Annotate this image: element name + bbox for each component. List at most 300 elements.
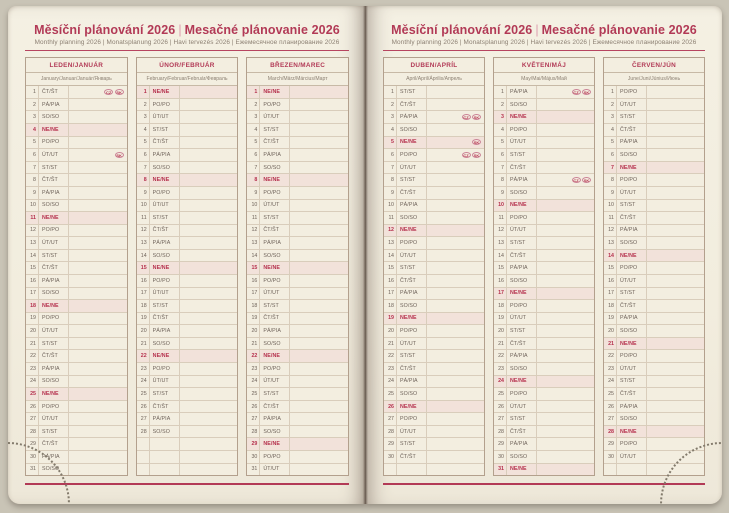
day-name: ČT/ŠT	[39, 438, 69, 450]
day-number: 14	[247, 250, 260, 262]
day-row	[137, 464, 238, 476]
day-name: PO/PO	[39, 313, 69, 325]
day-row	[26, 200, 127, 213]
day-name: ST/ST	[617, 200, 647, 212]
day-row	[137, 149, 238, 162]
day-number: 19	[604, 313, 617, 325]
day-name: ÚT/UT	[617, 99, 647, 111]
day-name: ČT/ŠT	[150, 313, 180, 325]
day-note-cell	[647, 388, 704, 400]
day-number: 28	[26, 426, 39, 438]
day-note-cell	[427, 350, 484, 362]
day-note-cell	[647, 174, 704, 186]
day-number: 4	[604, 124, 617, 136]
day-number: 14	[494, 250, 507, 262]
day-name: NE/NE	[39, 300, 69, 312]
day-row	[604, 363, 704, 376]
day-name: ÚT/UT	[39, 149, 69, 161]
day-row	[247, 124, 348, 137]
day-note-cell	[647, 137, 704, 149]
day-name: ČT/ŠT	[397, 99, 427, 111]
day-number: 30	[247, 451, 260, 463]
day-row	[494, 426, 594, 439]
day-row	[384, 237, 484, 250]
day-row	[26, 111, 127, 124]
day-name: ST/ST	[397, 86, 427, 98]
day-number: 26	[384, 401, 397, 413]
day-name: PÁ/PIA	[39, 363, 69, 375]
day-number: 30	[604, 451, 617, 463]
day-row	[494, 99, 594, 112]
day-note-cell	[537, 237, 594, 249]
day-name: PO/PO	[150, 99, 180, 111]
day-name: ČT/ŠT	[507, 250, 537, 262]
day-name: PO/PO	[507, 388, 537, 400]
day-row	[384, 325, 484, 338]
day-number: 14	[384, 250, 397, 262]
day-note-cell	[427, 438, 484, 450]
day-number: 15	[604, 262, 617, 274]
day-number: 16	[494, 275, 507, 287]
day-number: 25	[137, 388, 150, 400]
day-number: 26	[494, 401, 507, 413]
day-row	[247, 212, 348, 225]
day-number: 14	[26, 250, 39, 262]
day-number: 20	[604, 325, 617, 337]
day-row	[137, 388, 238, 401]
day-name: ČT/ŠT	[39, 174, 69, 186]
day-name: ÚT/UT	[260, 288, 290, 300]
day-name: ÚT/UT	[150, 111, 180, 123]
day-number: 1	[26, 86, 39, 98]
day-note-cell	[427, 137, 484, 149]
day-name: NE/NE	[507, 288, 537, 300]
day-name: PÁ/PIA	[260, 325, 290, 337]
day-number: 23	[384, 363, 397, 375]
day-number: 2	[494, 99, 507, 111]
day-note-cell	[290, 438, 348, 450]
day-number: 5	[137, 137, 150, 149]
month-subtitle: June/Juni/Június/Июнь	[604, 73, 704, 86]
day-name: ÚT/UT	[617, 451, 647, 463]
day-note-cell	[647, 187, 704, 199]
day-name	[397, 464, 427, 476]
day-name: NE/NE	[617, 338, 647, 350]
day-name: ST/ST	[39, 338, 69, 350]
day-name: ČT/ŠT	[150, 225, 180, 237]
day-note-cell	[427, 300, 484, 312]
day-name: PO/PO	[617, 438, 647, 450]
day-note-cell	[69, 162, 127, 174]
day-row	[137, 212, 238, 225]
day-row	[26, 149, 127, 162]
day-number: 4	[384, 124, 397, 136]
day-name: PÁ/PIA	[397, 200, 427, 212]
day-note-cell	[647, 438, 704, 450]
day-number: 26	[247, 401, 260, 413]
day-note-cell	[180, 338, 238, 350]
day-name: ÚT/UT	[150, 376, 180, 388]
day-note-cell	[180, 438, 238, 450]
day-number: 21	[384, 338, 397, 350]
day-name: SO/SO	[397, 212, 427, 224]
day-row	[247, 187, 348, 200]
day-row	[247, 162, 348, 175]
day-row	[494, 212, 594, 225]
day-name: NE/NE	[507, 464, 537, 476]
month-grid	[494, 86, 594, 475]
day-note-cell	[69, 99, 127, 111]
day-number: 11	[137, 212, 150, 224]
day-note-cell	[647, 464, 704, 476]
day-note-cell	[69, 376, 127, 388]
day-name: PÁ/PIA	[39, 187, 69, 199]
day-note-cell	[180, 111, 238, 123]
day-number: 1	[494, 86, 507, 98]
day-name: ST/ST	[39, 250, 69, 262]
day-note-cell	[647, 313, 704, 325]
day-row	[384, 288, 484, 301]
book-gutter-shadow	[363, 6, 368, 504]
day-row	[137, 174, 238, 187]
day-row	[247, 250, 348, 263]
day-number: 18	[137, 300, 150, 312]
day-name: ČT/ŠT	[150, 137, 180, 149]
day-note-cell	[647, 451, 704, 463]
day-number: 3	[384, 111, 397, 123]
day-name: ÚT/UT	[397, 338, 427, 350]
day-row	[494, 275, 594, 288]
day-row	[247, 275, 348, 288]
day-note-cell	[537, 426, 594, 438]
day-note-cell	[69, 288, 127, 300]
day-number: 9	[247, 187, 260, 199]
day-row	[604, 187, 704, 200]
day-row	[247, 338, 348, 351]
day-row	[137, 99, 238, 112]
day-number: 6	[494, 149, 507, 161]
day-number: 8	[494, 174, 507, 186]
day-row	[384, 149, 484, 162]
day-note-cell	[69, 325, 127, 337]
day-row	[604, 426, 704, 439]
day-number	[604, 464, 617, 476]
day-row	[604, 464, 704, 476]
day-row	[26, 187, 127, 200]
day-number: 25	[247, 388, 260, 400]
day-row	[604, 225, 704, 238]
day-row	[26, 275, 127, 288]
day-number: 11	[384, 212, 397, 224]
day-name: NE/NE	[150, 174, 180, 186]
day-row	[137, 426, 238, 439]
header-rule	[383, 50, 705, 52]
day-note-cell	[69, 250, 127, 262]
day-number: 4	[137, 124, 150, 136]
month-subtitle: February/Februar/Február/Февраль	[137, 73, 238, 86]
holiday-badge-cz: CZ	[463, 152, 469, 158]
day-number: 6	[247, 149, 260, 161]
day-number	[137, 438, 150, 450]
day-name: ST/ST	[397, 262, 427, 274]
day-number: 10	[494, 200, 507, 212]
day-row	[604, 376, 704, 389]
day-name: SO/SO	[150, 162, 180, 174]
day-note-cell	[69, 174, 127, 186]
day-name: PO/PO	[617, 86, 647, 98]
day-note-cell	[647, 363, 704, 375]
day-name: ST/ST	[260, 124, 290, 136]
day-number: 8	[604, 174, 617, 186]
left-page	[8, 6, 366, 504]
day-note-cell	[537, 464, 594, 476]
day-row	[26, 426, 127, 439]
day-number: 30	[494, 451, 507, 463]
day-name: PO/PO	[617, 262, 647, 274]
holiday-badge-sk: SK	[583, 90, 590, 96]
day-note-cell	[290, 426, 348, 438]
day-note-cell	[427, 363, 484, 375]
day-note-cell	[427, 250, 484, 262]
month-grid	[604, 86, 704, 475]
day-number: 11	[247, 212, 260, 224]
day-number: 8	[247, 174, 260, 186]
day-note-cell	[180, 174, 238, 186]
day-row	[137, 250, 238, 263]
day-row	[26, 250, 127, 263]
day-note-cell	[180, 313, 238, 325]
day-number: 5	[604, 137, 617, 149]
day-note-cell	[290, 401, 348, 413]
day-row	[384, 275, 484, 288]
day-note-cell	[180, 426, 238, 438]
day-note-cell	[647, 225, 704, 237]
page-title-slovak: Mesačné plánovanie 2026	[541, 23, 697, 37]
day-name: PO/PO	[397, 237, 427, 249]
day-row	[247, 350, 348, 363]
day-name: PÁ/PIA	[150, 237, 180, 249]
day-note-cell	[180, 288, 238, 300]
day-name	[150, 451, 180, 463]
holiday-badge-sk: SK	[116, 152, 122, 158]
day-note-cell	[537, 438, 594, 450]
day-note-cell	[427, 413, 484, 425]
month-grid	[384, 86, 484, 475]
day-name: ÚT/UT	[260, 200, 290, 212]
day-row	[494, 338, 594, 351]
day-name: NE/NE	[507, 376, 537, 388]
day-name: SO/SO	[617, 237, 647, 249]
day-name: PO/PO	[260, 187, 290, 199]
day-row	[247, 464, 348, 476]
day-name: SO/SO	[507, 275, 537, 287]
day-row	[247, 363, 348, 376]
day-name: ST/ST	[260, 300, 290, 312]
day-number: 13	[604, 237, 617, 249]
day-number: 16	[604, 275, 617, 287]
month-subtitle: May/Mai/Május/Май	[494, 73, 594, 86]
day-note-cell	[537, 200, 594, 212]
day-note-cell	[427, 187, 484, 199]
day-note-cell	[180, 250, 238, 262]
day-name: ÚT/UT	[507, 137, 537, 149]
day-number: 15	[137, 262, 150, 274]
day-name: ČT/ŠT	[260, 225, 290, 237]
day-note-cell	[69, 426, 127, 438]
day-row	[384, 338, 484, 351]
month-calendar	[603, 57, 705, 476]
day-note-cell	[537, 388, 594, 400]
day-number: 22	[137, 350, 150, 362]
day-name: SO/SO	[260, 250, 290, 262]
title-separator: |	[535, 23, 539, 37]
day-note-cell	[180, 363, 238, 375]
day-note-cell	[427, 124, 484, 136]
day-note-cell	[180, 401, 238, 413]
day-name	[150, 464, 180, 476]
day-number: 24	[494, 376, 507, 388]
day-number: 5	[384, 137, 397, 149]
day-row	[604, 401, 704, 414]
day-note-cell	[427, 288, 484, 300]
day-name: NE/NE	[39, 212, 69, 224]
day-name: ST/ST	[617, 288, 647, 300]
day-name: NE/NE	[397, 225, 427, 237]
day-number: 13	[494, 237, 507, 249]
day-name: ČT/ŠT	[507, 426, 537, 438]
title-separator: |	[178, 23, 182, 37]
day-row	[494, 137, 594, 150]
day-note-cell	[427, 426, 484, 438]
day-row	[384, 111, 484, 124]
day-note-cell	[537, 250, 594, 262]
day-note-cell	[290, 250, 348, 262]
day-row	[137, 325, 238, 338]
day-row	[604, 250, 704, 263]
day-note-cell	[180, 350, 238, 362]
day-note-cell	[69, 200, 127, 212]
day-row	[604, 438, 704, 451]
day-name: SO/SO	[39, 200, 69, 212]
day-note-cell	[537, 363, 594, 375]
day-row	[247, 376, 348, 389]
day-number: 4	[494, 124, 507, 136]
month-subtitle: January/Januar/Január/Январь	[26, 73, 127, 86]
day-row	[137, 111, 238, 124]
day-number: 20	[384, 325, 397, 337]
day-note-cell	[647, 162, 704, 174]
day-name: ÚT/UT	[507, 225, 537, 237]
day-number: 3	[137, 111, 150, 123]
day-note-cell	[290, 350, 348, 362]
day-row	[384, 350, 484, 363]
day-row	[137, 237, 238, 250]
day-number: 26	[26, 401, 39, 413]
day-row	[26, 162, 127, 175]
day-row	[494, 174, 594, 187]
day-note-cell	[180, 275, 238, 287]
day-row	[494, 250, 594, 263]
day-row	[137, 438, 238, 451]
day-name: PÁ/PIA	[260, 413, 290, 425]
day-row	[26, 237, 127, 250]
day-number: 31	[494, 464, 507, 476]
day-note-cell	[427, 313, 484, 325]
day-row	[384, 174, 484, 187]
day-number: 20	[494, 325, 507, 337]
day-note-cell	[537, 413, 594, 425]
day-name: NE/NE	[150, 86, 180, 98]
day-note-cell	[427, 212, 484, 224]
day-name: NE/NE	[260, 262, 290, 274]
day-number: 9	[604, 187, 617, 199]
page-title-slovak: Mesačné plánovanie 2026	[184, 23, 340, 37]
header-rule	[25, 50, 349, 52]
day-row	[26, 451, 127, 464]
day-number: 29	[494, 438, 507, 450]
day-number: 18	[494, 300, 507, 312]
day-name: ÚT/UT	[397, 250, 427, 262]
day-number: 18	[247, 300, 260, 312]
day-name: PÁ/PIA	[150, 413, 180, 425]
day-row	[137, 338, 238, 351]
page-title-czech: Měsíční plánování 2026	[34, 23, 176, 37]
day-note-cell	[427, 162, 484, 174]
day-name: SO/SO	[397, 124, 427, 136]
day-note-cell	[647, 200, 704, 212]
day-number: 7	[384, 162, 397, 174]
day-number: 27	[247, 413, 260, 425]
day-number: 7	[137, 162, 150, 174]
day-note-cell	[69, 388, 127, 400]
day-name: ÚT/UT	[150, 200, 180, 212]
day-row	[494, 225, 594, 238]
day-row	[26, 413, 127, 426]
day-number: 20	[247, 325, 260, 337]
day-name: NE/NE	[260, 86, 290, 98]
day-name: ÚT/UT	[150, 288, 180, 300]
day-row	[604, 149, 704, 162]
day-number: 19	[137, 313, 150, 325]
day-name: ČT/ŠT	[260, 313, 290, 325]
month-title: DUBEN/APRÍL	[384, 58, 484, 73]
page-subtitle: Monthly planning 2026 | Monatsplanung 2026 | Havi tervezés 2026 | Ежемесячное планирование 2026	[391, 39, 697, 46]
day-note-cell	[647, 288, 704, 300]
day-note-cell	[290, 137, 348, 149]
day-row	[384, 426, 484, 439]
day-row	[137, 275, 238, 288]
day-number: 27	[384, 413, 397, 425]
day-number: 4	[26, 124, 39, 136]
day-name: ČT/ŠT	[617, 300, 647, 312]
day-name: ČT/ŠT	[617, 388, 647, 400]
page-header	[383, 23, 705, 51]
day-number: 31	[247, 464, 260, 476]
month-title: ČERVEN/JÚN	[604, 58, 704, 73]
day-name: ST/ST	[507, 325, 537, 337]
month-title: ÚNOR/FEBRUÁR	[137, 58, 238, 73]
day-row	[494, 162, 594, 175]
day-name: ST/ST	[617, 376, 647, 388]
day-note-cell	[427, 149, 484, 161]
day-number: 8	[137, 174, 150, 186]
footer-rule	[25, 483, 349, 485]
day-note-cell	[69, 86, 127, 98]
day-row	[494, 86, 594, 99]
day-name: PO/PO	[39, 137, 69, 149]
day-number: 14	[604, 250, 617, 262]
day-note-cell	[69, 464, 127, 476]
